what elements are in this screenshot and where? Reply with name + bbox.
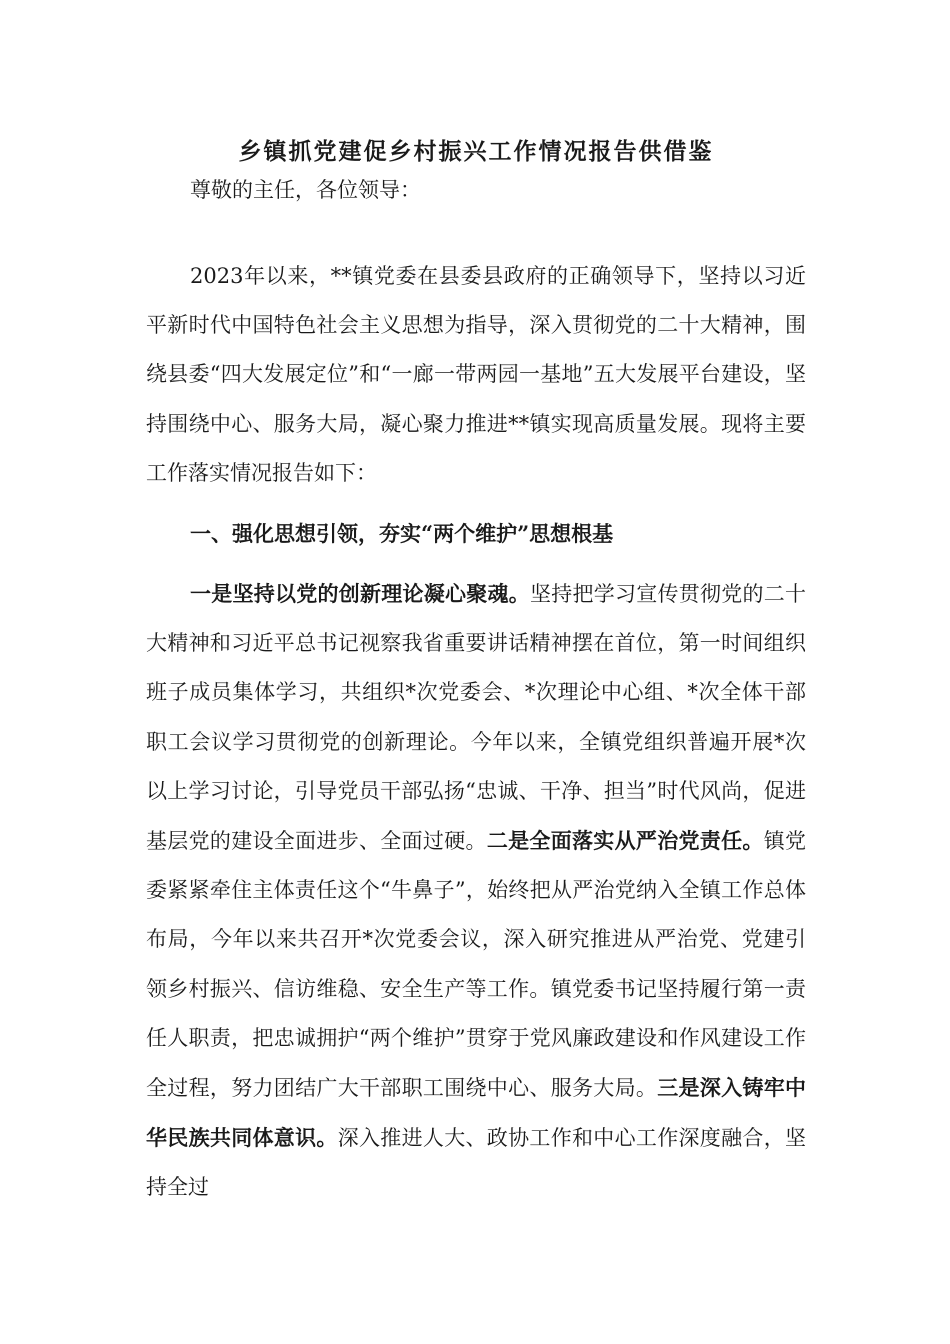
section-heading-1: 一、强化思想引领，夯实“两个维护”思想根基 [190,521,614,546]
point-3-text: 深入推进人大、政协工作和中心工作深度融合，坚持全过 [146,1126,807,1200]
point-3-lead: 三是深入铸牢中华民族共同体意识。 [146,1075,807,1151]
document-title: 乡镇抓党建促乡村振兴工作情况报告供借鉴 [238,138,714,165]
point-1-lead: 一是坚持以党的创新理论凝心聚魂。 [190,581,530,606]
point-2-lead: 二是全面落实从严治党责任。 [486,828,764,854]
point-2-text: 镇党委紧紧牵住主体责任这个“牛鼻子”，始终把从严治党纳入全镇工作总体布局，今年以来共召开*次党委会议，深入研究推进从严治党、党建引领乡村振兴、信访维稳、安全生产等工作。镇党委书记坚持履行第一责任人职责，把忠诚拥护“两个维护”贯穿于党风廉政建设和作风建设工作全过程，努力团结广大干部职工围绕中心、服务大局。 [146,829,807,1101]
section-1-paragraph [146,569,806,1213]
point-1-text: 坚持把学习宣传贯彻党的二十大精神和习近平总书记视察我省重要讲话精神摆在首位，第一时间组织班子成员集体学习，共组织*次党委会、*次理论中心组、*次全体干部职工会议学习贯彻党的创新理论。今年以来，全镇党组织普遍开展*次以上学习讨论，引导党员干部弘扬“忠诚、干净、担当”时代风尚，促进基层党的建设全面进步、全面过硬。 [146,582,806,854]
intro-paragraph: 2023年以来，**镇党委在县委县政府的正确领导下，坚持以习近平新时代中国特色社会主义思想为指导，深入贯彻党的二十大精神，围绕县委“四大发展定位”和“一廊一带两园一基地”五大发展平台建设，坚持围绕中心、服务大局，凝心聚力推进**镇实现高质量发展。现将主要工作落实情况报告如下： [146,264,806,485]
salutation: 尊敬的主任，各位领导： [190,178,421,202]
